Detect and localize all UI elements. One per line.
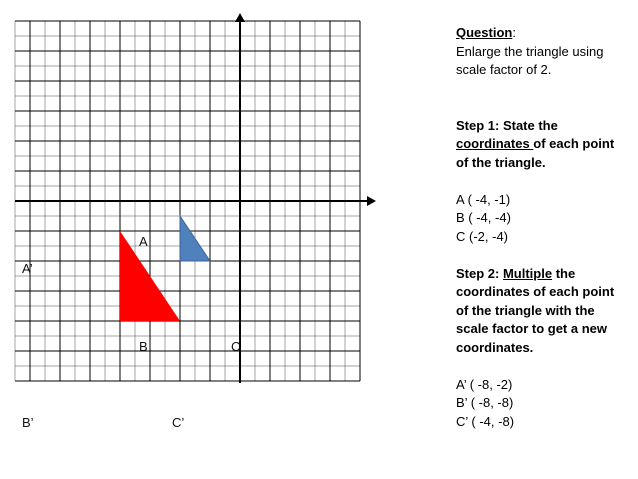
step2-text-2: coordinates of each point [456, 284, 615, 299]
question-heading: Question: [456, 25, 516, 40]
question-text-1: Enlarge the triangle using [456, 43, 604, 59]
step2-heading: Step 2: Multiple the [456, 265, 576, 281]
label-a-prime: A’ [22, 261, 33, 276]
coord-b-prime: B’ ( -8, -8) [456, 395, 514, 410]
label-b: B [139, 339, 148, 354]
question-text-2: scale factor of 2. [456, 62, 552, 77]
coord-c-prime: C’ ( -4, -8) [456, 413, 515, 429]
step2-text-3: of the triangle with the [456, 302, 595, 318]
y-axis-arrow-icon [235, 13, 245, 22]
coord-a-prime: A’ ( -8, -2) [456, 376, 513, 392]
label-c: C [231, 339, 241, 354]
step1-heading: Step 1: State the [456, 117, 558, 133]
step2-text-5: coordinates. [456, 339, 534, 355]
coord-b: B ( -4, -4) [456, 210, 511, 225]
label-b-prime: B’ [22, 415, 34, 430]
label-a: A [139, 234, 148, 249]
step2-text-4: scale factor to get a new [456, 321, 607, 336]
x-axis-arrow-icon [367, 196, 376, 206]
label-c-prime: C’ [172, 415, 185, 430]
coord-c: C (-2, -4) [456, 228, 508, 244]
step1-text-2: coordinates of each point [456, 136, 615, 151]
coord-a: A ( -4, -1) [456, 191, 511, 207]
explanation-panel [456, 24, 634, 431]
step1-text-3: of the triangle. [456, 154, 546, 170]
